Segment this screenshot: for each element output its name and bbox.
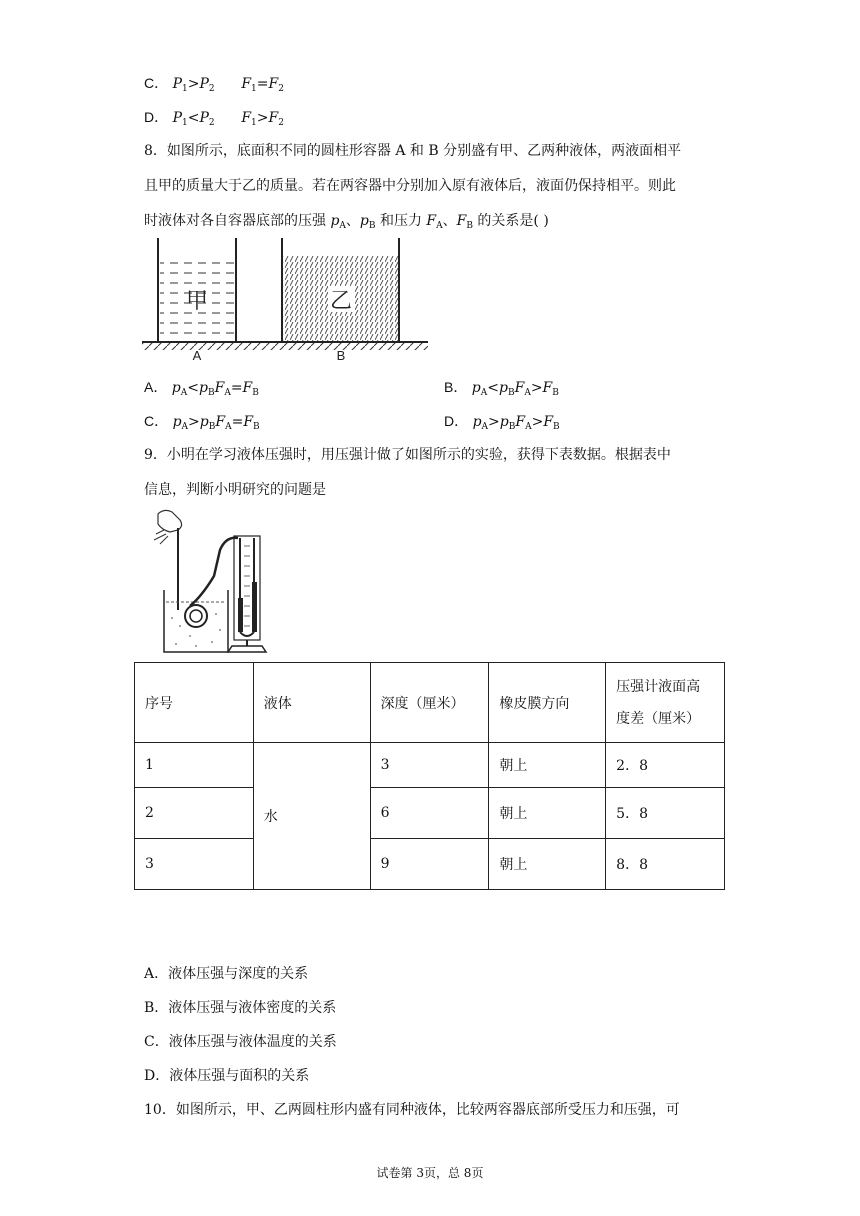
header-text: 度差（厘米） <box>616 710 701 727</box>
header-cell: 橡皮膜方向 <box>489 663 606 743</box>
cell-depth: 9 <box>370 839 489 890</box>
subscript: B <box>552 388 559 398</box>
subscript: A <box>180 388 188 398</box>
water-dot <box>215 613 217 615</box>
symbol-p: P <box>172 110 182 126</box>
subscript: 1 <box>251 118 257 128</box>
subscript: B <box>507 388 515 398</box>
manometer-base <box>228 646 266 652</box>
relation: < <box>187 110 200 126</box>
cell-liquid: 水 <box>253 743 370 890</box>
subscript: B <box>207 388 215 398</box>
symbol-f: F <box>456 213 467 229</box>
hand-fingers <box>154 530 168 544</box>
q9-option-b[interactable]: B．液体压强与液体密度的关系 <box>144 1000 337 1016</box>
symbol-p: p <box>471 380 481 396</box>
subscript: B <box>466 221 473 231</box>
header-cell: 深度（厘米） <box>370 663 489 743</box>
water-dot <box>211 641 213 643</box>
q7-option-c[interactable] <box>144 73 284 99</box>
cell-direction: 朝上 <box>489 839 606 890</box>
subscript: A <box>524 388 531 398</box>
page-footer: 试卷第 3页，总 8页 <box>376 1166 484 1180</box>
cell-depth: 6 <box>370 788 489 839</box>
ground-hatch <box>142 343 428 350</box>
water-dot <box>175 643 177 645</box>
subscript: A <box>339 221 346 231</box>
header-text: 压强计液面高 <box>616 678 701 695</box>
symbol-p: p <box>171 380 181 396</box>
relation: < <box>487 380 499 396</box>
subscript: B <box>208 422 216 432</box>
symbol-p: p <box>199 380 208 396</box>
water-dot <box>219 629 221 631</box>
q9-stem-line1: 9．小明在学习液体压强时，用压强计做了如图所示的实验，获得下表数据。根据表中 <box>144 447 671 463</box>
subscript: A <box>225 422 232 432</box>
symbol-p: P <box>172 76 182 92</box>
water-dot <box>195 645 197 647</box>
table-row <box>135 839 725 890</box>
manometer-liquid-right <box>252 582 257 632</box>
stem-text: 、 <box>442 213 457 229</box>
header-cell: 序号 <box>135 663 254 743</box>
cell-direction: 朝上 <box>489 743 606 788</box>
symbol-f: F <box>514 380 525 396</box>
subscript: A <box>481 422 489 432</box>
subscript: B <box>252 388 259 398</box>
water-dot <box>189 635 191 637</box>
subscript: A <box>181 422 189 432</box>
subscript: 1 <box>251 84 257 94</box>
table-row <box>135 788 725 839</box>
symbol-f: F <box>242 380 253 396</box>
symbol-f: F <box>426 213 437 229</box>
symbol-f: F <box>243 414 254 430</box>
subscript: 1 <box>182 118 188 128</box>
q7-option-d[interactable] <box>144 107 284 133</box>
subscript: 2 <box>278 118 284 128</box>
q9-option-a[interactable]: A．液体压强与深度的关系 <box>144 966 309 982</box>
symbol-f: F <box>542 380 553 396</box>
container-b-label: B <box>336 348 346 363</box>
subscript: B <box>508 422 516 432</box>
liquid-a-label: 甲 <box>185 289 209 314</box>
option-letter: B． <box>444 379 468 395</box>
q8-option-d[interactable] <box>444 411 560 437</box>
cell-direction: 朝上 <box>489 788 606 839</box>
subscript: B <box>368 221 376 231</box>
q8-option-b[interactable] <box>444 377 559 403</box>
option-letter: D． <box>144 109 169 125</box>
relation: > <box>256 110 269 126</box>
symbol-f: F <box>214 380 225 396</box>
q8-stem-line2: 且甲的质量大于乙的质量。若在两容器中分别加入原有液体后，液面仍保持相平。则此 <box>144 178 676 194</box>
relation: > <box>188 414 200 430</box>
manometer-liquid-left <box>238 598 243 632</box>
q9-stem-line2: 信息，判断小明研究的问题是 <box>144 482 326 498</box>
symbol-f: F <box>241 76 252 92</box>
relation: = <box>230 380 243 396</box>
stem-text: 时液体对各自容器底部的压强 <box>144 213 331 229</box>
symbol-p: p <box>199 414 209 430</box>
subscript: 2 <box>278 84 284 94</box>
manometer-scale <box>244 546 250 626</box>
cell-no: 1 <box>135 743 254 788</box>
header-cell <box>606 663 725 743</box>
relation: < <box>187 380 199 396</box>
relation: = <box>256 76 269 92</box>
rubber-hose <box>190 538 238 606</box>
option-letter: D． <box>444 413 469 429</box>
cell-height-diff: 5．8 <box>606 788 725 839</box>
symbol-f: F <box>268 76 279 92</box>
q9-pressure-gauge-figure <box>150 506 270 656</box>
water-dot <box>179 625 181 627</box>
water-dot <box>171 617 173 619</box>
cell-no: 2 <box>135 788 254 839</box>
subscript: A <box>525 422 532 432</box>
option-letter: C． <box>144 413 169 429</box>
subscript: A <box>224 388 231 398</box>
symbol-f: F <box>241 110 252 126</box>
q9-option-d[interactable]: D．液体压强与面积的关系 <box>144 1068 310 1084</box>
symbol-p: P <box>199 110 209 126</box>
q8-option-c[interactable] <box>144 411 260 437</box>
relation: > <box>530 380 543 396</box>
symbol-p: p <box>359 213 369 229</box>
manometer-bend <box>240 632 254 636</box>
relation: > <box>531 414 544 430</box>
cell-depth: 3 <box>370 743 489 788</box>
liquid-b-label: 乙 <box>329 289 353 314</box>
symbol-f: F <box>268 110 279 126</box>
q9-data-table <box>134 662 725 890</box>
container-a-label: A <box>192 348 202 363</box>
q9-option-c[interactable]: C．液体压强与液体温度的关系 <box>144 1034 337 1050</box>
symbol-p: p <box>499 414 509 430</box>
symbol-p: p <box>330 213 340 229</box>
stem-text: 和压力 <box>375 213 427 229</box>
q8-containers-figure <box>140 238 430 364</box>
relation: > <box>187 76 200 92</box>
relation: = <box>231 414 244 430</box>
stem-text: 的关系是( ) <box>472 213 549 229</box>
subscript: A <box>436 221 443 231</box>
subscript: B <box>553 422 560 432</box>
table-row <box>135 743 725 788</box>
subscript: B <box>253 422 260 432</box>
subscript: 2 <box>208 84 215 94</box>
subscript: 2 <box>208 118 215 128</box>
cell-height-diff: 8．8 <box>606 839 725 890</box>
q8-stem-line1: 8．如图所示，底面积不同的圆柱形容器 A 和 B 分别盛有甲、乙两种液体，两液面相平 <box>144 143 682 159</box>
symbol-p: p <box>472 414 482 430</box>
symbol-f: F <box>215 414 226 430</box>
symbol-f: F <box>515 414 526 430</box>
symbol-p: p <box>499 380 508 396</box>
cell-no: 3 <box>135 839 254 890</box>
table-header-row <box>135 663 725 743</box>
subscript: 1 <box>182 84 188 94</box>
q8-stem-line3 <box>144 211 549 236</box>
header-cell: 液体 <box>253 663 370 743</box>
symbol-p: p <box>172 414 182 430</box>
option-letter: A． <box>144 379 168 395</box>
symbol-p: P <box>199 76 209 92</box>
option-letter: C． <box>144 75 169 91</box>
subscript: A <box>480 388 488 398</box>
stem-text: 、 <box>345 213 360 229</box>
probe-membrane <box>185 605 207 627</box>
q10-stem-line1: 10．如图所示，甲、乙两圆柱形内盛有同种液体，比较两容器底部所受压力和压强，可 <box>144 1102 680 1118</box>
q8-option-a[interactable] <box>144 377 259 403</box>
symbol-f: F <box>543 414 554 430</box>
cell-height-diff: 2．8 <box>606 743 725 788</box>
relation: > <box>488 414 500 430</box>
